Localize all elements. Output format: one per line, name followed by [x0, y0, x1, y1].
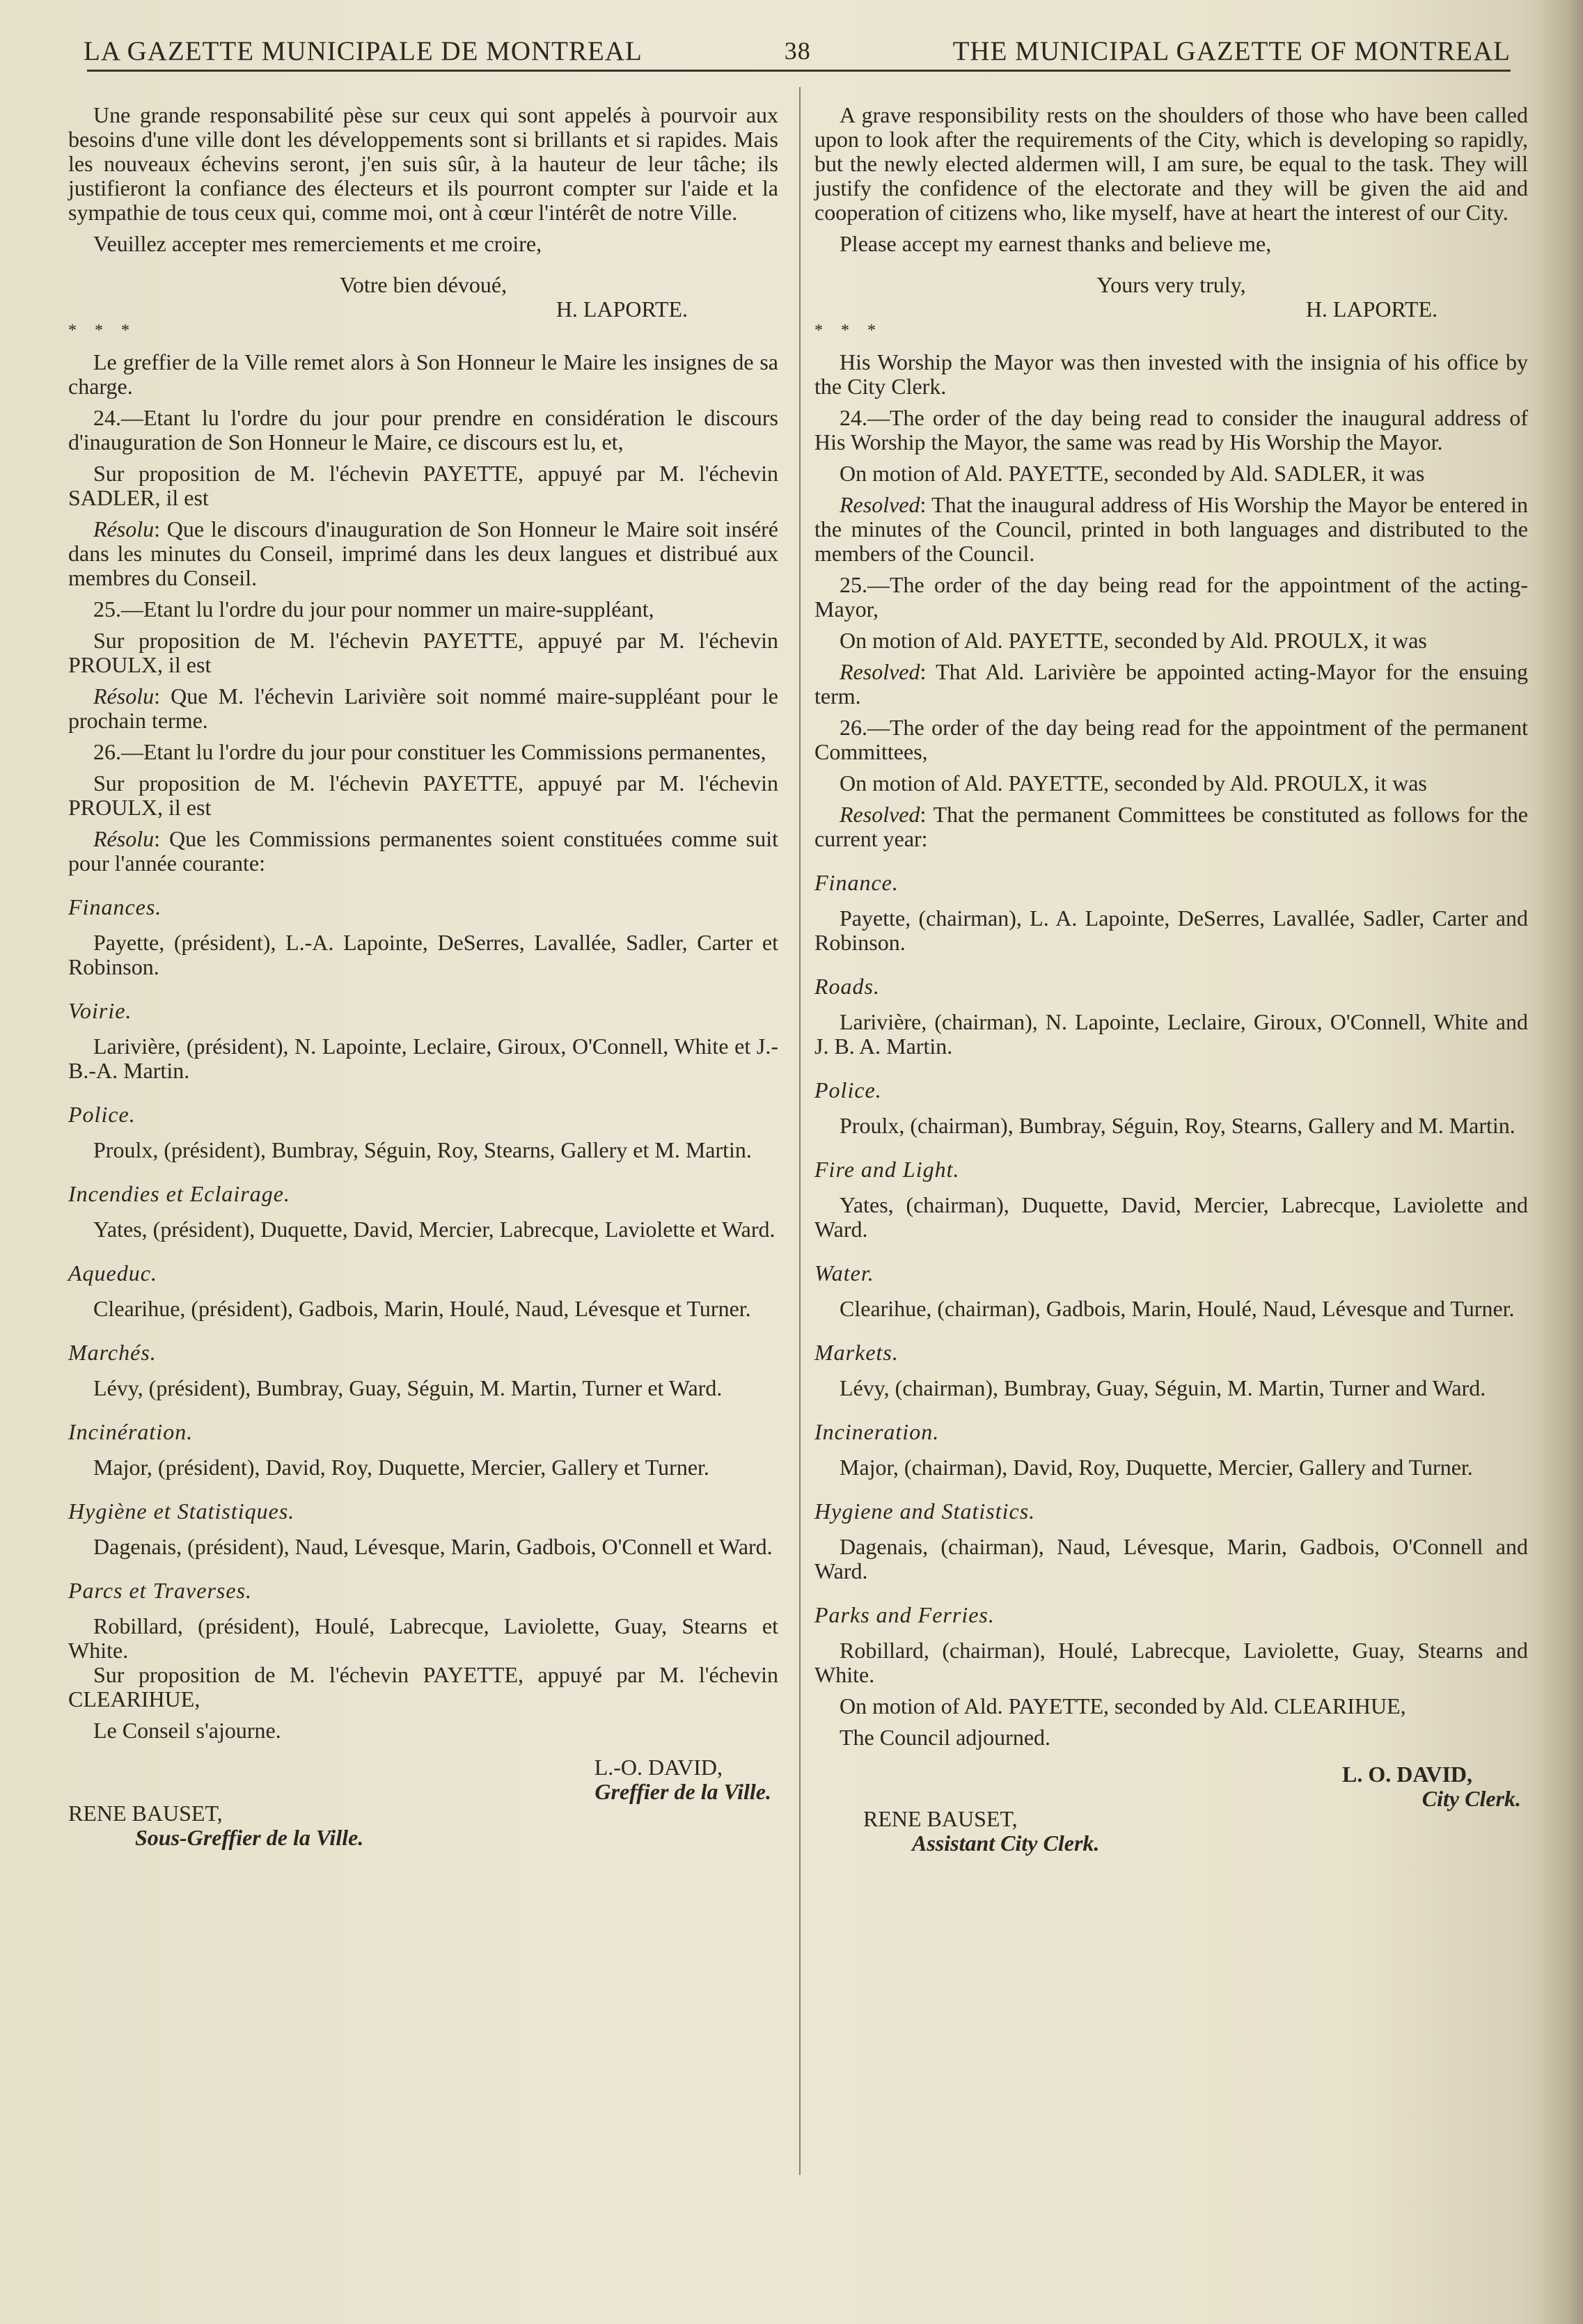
- resolution-label: Resolved: [840, 802, 920, 827]
- committee-members: Lévy, (chairman), Bumbray, Guay, Séguin, M. Martin, Turner and Ward.: [840, 1375, 1486, 1400]
- closing: Yours very truly,: [1096, 272, 1246, 297]
- committee-heading: Aqueduc.: [68, 1260, 157, 1286]
- paragraph: Sur proposition de M. l'échevin PAYETTE, appuyé par M. l'échevin CLEARIHUE,: [68, 1662, 778, 1712]
- clerk-title: City Clerk.: [1421, 1786, 1521, 1811]
- committee-members: Robillard, (président), Houlé, Labrecque, Laviolette, Guay, Stearns et White.: [68, 1613, 778, 1663]
- signature: H. LAPORTE.: [1305, 297, 1438, 322]
- paragraph: 25.—Etant lu l'ordre du jour pour nommer un maire-suppléant,: [93, 596, 654, 622]
- english-column: [814, 103, 1528, 1856]
- paragraph: Sur proposition de M. l'échevin PAYETTE, appuyé par M. l'échevin PROULX, il est: [68, 628, 778, 677]
- committee-heading: Fire and Light.: [814, 1157, 960, 1182]
- paragraph: Sur proposition de M. l'échevin PAYETTE, appuyé par M. l'échevin PROULX, il est: [68, 770, 778, 820]
- clerk-name: L. O. DAVID,: [1342, 1762, 1472, 1787]
- header-title-english: THE MUNICIPAL GAZETTE OF MONTREAL: [952, 35, 1511, 66]
- signature: H. LAPORTE.: [556, 297, 688, 322]
- resolution: [68, 827, 778, 876]
- resolution-label: Résolu: [93, 516, 155, 542]
- committee-members: Yates, (chairman), Duquette, David, Mercier, Labrecque, Laviolette and Ward.: [814, 1192, 1528, 1242]
- committee-heading: Voirie.: [68, 998, 132, 1023]
- separator-stars: * * *: [68, 322, 136, 340]
- paragraph: On motion of Ald. PAYETTE, seconded by Ald. PROULX, it was: [840, 628, 1427, 653]
- committee-heading: Parcs et Traverses.: [68, 1578, 253, 1603]
- resolution: [814, 803, 1528, 851]
- paragraph: The Council adjourned.: [840, 1725, 1051, 1750]
- resolution-label: Resolved: [840, 492, 920, 517]
- resolution-text: : That the permanent Committees be constituted as follows for the current year:: [814, 802, 1528, 851]
- committee-heading: Police.: [814, 1077, 882, 1102]
- committee-members: Clearihue, (chairman), Gadbois, Marin, Houlé, Naud, Lévesque and Turner.: [840, 1296, 1515, 1321]
- resolution-text: : Que les Commissions permanentes soient constituées comme suit pour l'année courante:: [68, 826, 778, 876]
- column-divider: [799, 87, 801, 2175]
- assistant-clerk-title: Assistant City Clerk.: [912, 1831, 1100, 1856]
- clerk-signature-block: [814, 1762, 1528, 1856]
- page-edge-shadow: [1534, 0, 1583, 2324]
- committee-members: Larivière, (président), N. Lapointe, Leclaire, Giroux, O'Connell, White et J.-B.-A. Martin.: [68, 1034, 778, 1083]
- paragraph: Le greffier de la Ville remet alors à Son Honneur le Maire les insignes de sa charge.: [68, 349, 778, 399]
- clerk-signature-block: [68, 1755, 778, 1850]
- paragraph: Le Conseil s'ajourne.: [93, 1718, 281, 1743]
- committee-heading: Markets.: [814, 1340, 899, 1365]
- committee-heading: Finances.: [68, 894, 162, 919]
- resolution-text: : Que M. l'échevin Larivière soit nommé maire-suppléant pour le prochain terme.: [68, 683, 778, 733]
- page-header: [84, 26, 1511, 75]
- committee-members: Dagenais, (président), Naud, Lévesque, Marin, Gadbois, O'Connell et Ward.: [93, 1534, 773, 1559]
- paragraph: Une grande responsabilité pèse sur ceux qui sont appelés à pourvoir aux besoins d'une ville dont les développements sont si brillants et si rapides. Mais les nouveaux échevins seront, j'en suis sûr, à la hauteur de leur tâche; ils justifieront la confiance des électeurs et ils pourront compter sur l'aide et la sympathie de tous ceux qui, comme moi, ont à cœur l'intérêt de notre Ville.: [68, 102, 778, 225]
- page-number: 38: [784, 37, 811, 65]
- committee-heading: Marchés.: [68, 1340, 157, 1365]
- paragraph: 25.—The order of the day being read for the appointment of the acting-Mayor,: [814, 572, 1528, 622]
- committee-members: Larivière, (chairman), N. Lapointe, Leclaire, Giroux, O'Connell, White and J. B. A. Martin.: [814, 1009, 1528, 1059]
- committee-heading: Incineration.: [814, 1419, 940, 1444]
- committee-heading: Roads.: [814, 974, 880, 999]
- committee-members: Dagenais, (chairman), Naud, Lévesque, Marin, Gadbois, O'Connell and Ward.: [814, 1534, 1528, 1583]
- committee-members: Major, (président), David, Roy, Duquette, Mercier, Gallery et Turner.: [93, 1455, 709, 1480]
- committee-members: Proulx, (chairman), Bumbray, Séguin, Roy, Stearns, Gallery and M. Martin.: [840, 1113, 1515, 1138]
- resolution-label: Résolu: [93, 826, 155, 851]
- resolution-label: Resolved: [840, 659, 920, 684]
- paragraph: Please accept my earnest thanks and believe me,: [840, 231, 1272, 256]
- paragraph: On motion of Ald. PAYETTE, seconded by Ald. SADLER, it was: [840, 461, 1425, 486]
- assistant-clerk-name: RENE BAUSET,: [863, 1806, 1018, 1831]
- paragraph: 24.—The order of the day being read to consider the inaugural address of His Worship the Mayor, the same was read by His Worship the Mayor.: [814, 405, 1528, 454]
- paragraph: 26.—The order of the day being read for the appointment of the permanent Committees,: [814, 715, 1528, 764]
- committee-heading: Incinération.: [68, 1419, 194, 1444]
- separator-stars: * * *: [814, 322, 883, 340]
- paragraph: 24.—Etant lu l'ordre du jour pour prendre en considération le discours d'inauguration de Son Honneur le Maire, ce discours est lu, et,: [68, 405, 778, 454]
- committee-members: Yates, (président), Duquette, David, Mercier, Labrecque, Laviolette et Ward.: [93, 1217, 775, 1242]
- committee-members: Payette, (chairman), L. A. Lapointe, DeSerres, Lavallée, Sadler, Carter and Robinson.: [814, 906, 1528, 955]
- resolution: [814, 660, 1528, 709]
- committee-members: Clearihue, (président), Gadbois, Marin, Houlé, Naud, Lévesque et Turner.: [93, 1296, 751, 1321]
- resolution-text: : That Ald. Larivière be appointed acting-Mayor for the ensuing term.: [814, 659, 1528, 709]
- committee-heading: Water.: [814, 1260, 874, 1286]
- committee-members: Payette, (président), L.-A. Lapointe, DeSerres, Lavallée, Sadler, Carter et Robinson.: [68, 930, 778, 979]
- resolution-text: : That the inaugural address of His Worship the Mayor be entered in the minutes of the Council, printed in both languages and distributed to the members of the Council.: [814, 492, 1528, 566]
- committee-members: Major, (chairman), David, Roy, Duquette, Mercier, Gallery and Turner.: [840, 1455, 1473, 1480]
- committee-heading: Finance.: [814, 870, 899, 895]
- header-title-french: LA GAZETTE MUNICIPALE DE MONTREAL: [84, 35, 643, 66]
- resolution: [814, 493, 1528, 566]
- committee-heading: Hygiene and Statistics.: [814, 1499, 1036, 1524]
- resolution: [68, 684, 778, 733]
- paragraph: On motion of Ald. PAYETTE, seconded by Ald. PROULX, it was: [840, 770, 1427, 796]
- paragraph: 26.—Etant lu l'ordre du jour pour constituer les Commissions permanentes,: [93, 739, 766, 764]
- committee-heading: Parks and Ferries.: [814, 1602, 995, 1627]
- paragraph: On motion of Ald. PAYETTE, seconded by Ald. CLEARIHUE,: [840, 1693, 1406, 1718]
- header-rule: [87, 70, 1511, 72]
- clerk-title: Greffier de la Ville.: [594, 1779, 771, 1804]
- assistant-clerk-title: Sous-Greffier de la Ville.: [135, 1825, 364, 1850]
- paragraph: His Worship the Mayor was then invested with the insignia of his office by the City Clerk.: [814, 349, 1528, 399]
- clerk-name: L.-O. DAVID,: [594, 1755, 723, 1780]
- french-column: [68, 103, 778, 1850]
- paragraph: Veuillez accepter mes remerciements et me croire,: [93, 231, 542, 256]
- committee-heading: Hygiène et Statistiques.: [68, 1499, 295, 1524]
- committee-members: Proulx, (président), Bumbray, Séguin, Roy, Stearns, Gallery et M. Martin.: [93, 1137, 752, 1162]
- resolution-label: Résolu: [93, 683, 155, 709]
- paragraph: A grave responsibility rests on the shoulders of those who have been called upon to look after the requirements of the City, which is developing so rapidly, but the newly elected aldermen will, I am sure, be equal to the task. They will justify the confidence of the electorate and they will be given the aid and cooperation of citizens who, like myself, have at heart the interest of our City.: [814, 102, 1528, 225]
- committee-heading: Incendies et Eclairage.: [68, 1181, 290, 1206]
- resolution-text: : Que le discours d'inauguration de Son Honneur le Maire soit inséré dans les minutes du Conseil, imprimé dans les deux langues et distribué aux membres du Conseil.: [68, 516, 778, 590]
- committee-members: Lévy, (président), Bumbray, Guay, Séguin, M. Martin, Turner et Ward.: [93, 1375, 723, 1400]
- committee-heading: Police.: [68, 1102, 136, 1127]
- closing: Votre bien dévoué,: [339, 272, 507, 297]
- paragraph: Sur proposition de M. l'échevin PAYETTE, appuyé par M. l'échevin SADLER, il est: [68, 461, 778, 510]
- committee-members: Robillard, (chairman), Houlé, Labrecque, Laviolette, Guay, Stearns and White.: [814, 1638, 1528, 1687]
- assistant-clerk-name: RENE BAUSET,: [68, 1801, 223, 1826]
- resolution: [68, 517, 778, 590]
